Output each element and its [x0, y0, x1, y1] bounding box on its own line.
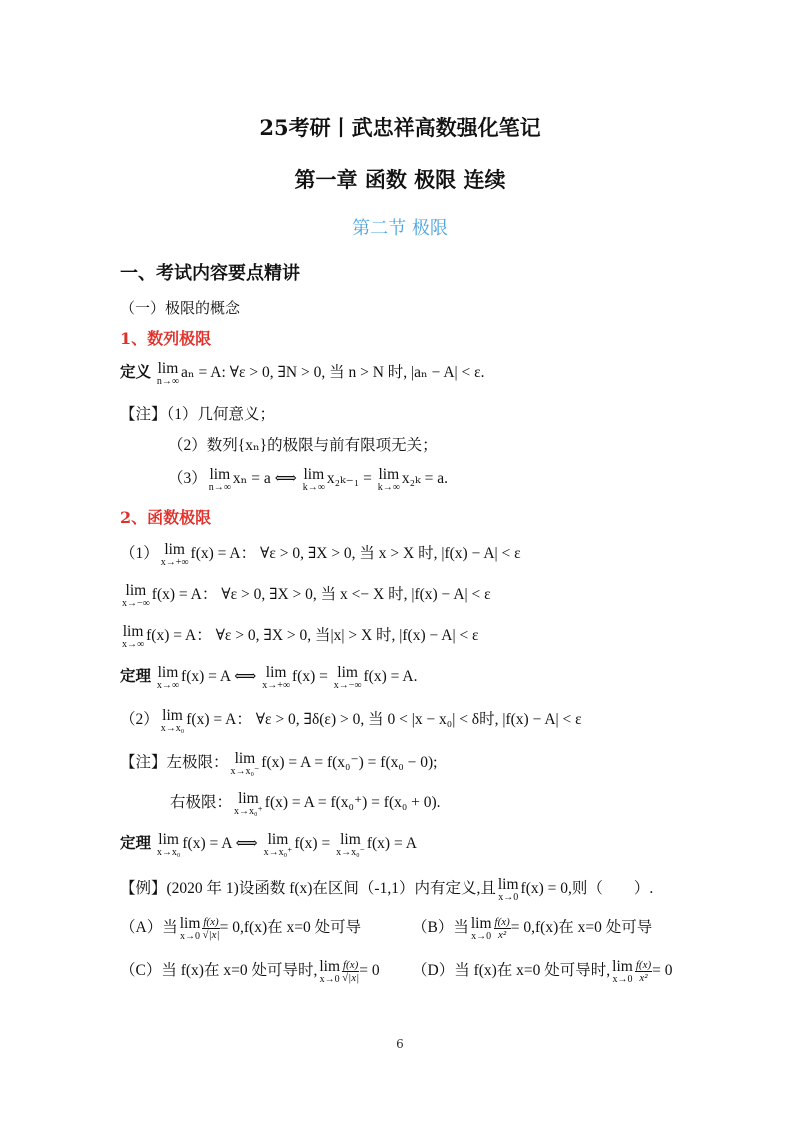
theorem-infinity: [120, 664, 417, 691]
option-text: （B）当: [412, 919, 469, 936]
fraction-denominator: √|x|: [342, 971, 360, 984]
option-d: [412, 958, 672, 985]
limit-operator: [319, 958, 340, 985]
lim-subscript: x→x₀⁺: [263, 847, 293, 858]
lim-text: lim: [164, 541, 185, 558]
option-text: = 0: [359, 962, 380, 979]
lim-text: lim: [158, 831, 179, 848]
limit-operator: [336, 831, 365, 858]
lim-text: lim: [122, 623, 144, 640]
limit-operator: [180, 915, 201, 942]
option-a: [120, 915, 361, 942]
limit-operator: [157, 360, 179, 387]
limit-operator: [122, 582, 150, 609]
lim-text: lim: [470, 915, 492, 932]
option-text: （C）当 f(x)在 x=0 处可导时,: [120, 962, 318, 979]
option-text: = 0: [652, 962, 673, 979]
limit-operator: [209, 466, 231, 493]
note-finite-terms: （2）数列{xₙ}的极限与前有限项无关；: [168, 437, 438, 454]
fraction-denominator: x²: [498, 928, 507, 941]
lim-text: lim: [162, 707, 183, 724]
lim-subscript: x→∞: [122, 639, 145, 650]
lim-subscript: x→x₀⁻: [230, 766, 260, 777]
limit-operator: [378, 466, 400, 493]
limit-operator: [234, 790, 263, 817]
chapter-title: 第一章 函数 极限 连续: [294, 167, 506, 192]
lim-subscript: x→x₀: [156, 847, 181, 858]
lim-subscript: x→0: [180, 931, 201, 942]
lim-subscript: n→∞: [208, 482, 231, 493]
limit-operator: [161, 541, 189, 568]
option-text: = 0,f(x)在 x=0 处可导: [510, 919, 653, 936]
limit-operator: [334, 664, 362, 691]
heading-limit-concept: （一）极限的概念: [120, 299, 241, 317]
limit-operator: [612, 958, 633, 985]
sequence-definition: [120, 360, 485, 387]
lim-text: lim: [319, 958, 340, 975]
limit-operator: [122, 623, 144, 650]
formula-part: f(x) = A.: [363, 668, 418, 685]
lim-text: lim: [238, 790, 259, 807]
limit-operator: [303, 466, 325, 493]
formula-part: f(x) = A： ∀ε > 0, ∃δ(ε) > 0, 当 0 < |x − x₀| < δ时, |f(x) − A| < ε: [186, 711, 582, 728]
note-subsequence-equivalence: [168, 466, 448, 493]
func-limit-infinity: [120, 623, 479, 650]
formula-part: f(x) = A: [366, 835, 417, 852]
formula-part: f(x) = A ⟺: [181, 668, 261, 685]
formula-part: x₂ₖ = a.: [401, 470, 448, 487]
option-c: [120, 958, 380, 985]
func-limit-minus-infinity: [120, 582, 491, 609]
fraction-denominator: √|x|: [202, 928, 220, 941]
lim-subscript: k→∞: [377, 482, 400, 493]
lim-text: lim: [337, 664, 358, 681]
definition-body: aₙ = A: ∀ε > 0, ∃N > 0, 当 n > N 时, |aₙ − A| < ε.: [181, 364, 485, 381]
formula-part: xₙ = a ⟺: [232, 470, 301, 487]
heading-sequence-limit: 1、数列极限: [120, 329, 212, 348]
formula-part: f(x) =: [292, 668, 332, 685]
formula-part: x₂ₖ₋₁ =: [326, 470, 376, 487]
lim-text: lim: [157, 664, 179, 681]
theorem-label: 定理: [120, 668, 152, 685]
formula-part: f(x) = A： ∀ε > 0, ∃X > 0, 当|x| > X 时, |f(x) − A| < ε: [146, 627, 479, 644]
item-number: （1）: [120, 545, 159, 562]
lim-subscript: x→x₀: [160, 723, 185, 734]
formula-part: f(x) = A： ∀ε > 0, ∃X > 0, 当 x <− X 时, |f(x) − A| < ε: [151, 586, 491, 603]
lim-text: lim: [378, 466, 400, 483]
fraction: [635, 959, 652, 984]
lim-subscript: x→x₀⁻: [336, 847, 365, 858]
lim-subscript: n→∞: [156, 376, 180, 387]
lim-subscript: x→0: [319, 974, 340, 985]
limit-operator: [231, 750, 260, 777]
example-text: 【例】(2020 年 1)设函数 f(x)在区间（-1,1）内有定义,且: [120, 880, 496, 897]
note-left-limit: [120, 750, 437, 777]
note-number: （3）: [168, 470, 207, 487]
fraction-numerator: f(x): [203, 915, 219, 928]
fraction: [202, 916, 219, 941]
lim-text: lim: [125, 582, 147, 599]
theorem-label: 定理: [120, 835, 152, 852]
lim-subscript: x→∞: [156, 680, 180, 691]
func-limit-point: [120, 707, 582, 734]
lim-subscript: x→0: [498, 892, 519, 903]
func-limit-plus-infinity: [120, 541, 521, 568]
item-number: （2）: [120, 711, 159, 728]
option-text: （A）当: [120, 919, 178, 936]
heading-function-limit: 2、函数极限: [120, 508, 212, 527]
lim-text: lim: [157, 360, 179, 377]
fraction-numerator: f(x): [635, 958, 652, 971]
formula-part: f(x) = A： ∀ε > 0, ∃X > 0, 当 x > X 时, |f(x) − A| < ε: [190, 545, 521, 562]
option-text: = 0,f(x)在 x=0 处可导: [219, 919, 362, 936]
limit-operator: [157, 831, 181, 858]
fraction-numerator: f(x): [343, 958, 359, 971]
formula-part: f(x) = A = f(x₀⁺) = f(x₀ + 0).: [264, 794, 441, 811]
lim-subscript: x→0: [612, 974, 633, 985]
formula-part: f(x) =: [294, 835, 335, 852]
lim-subscript: x→0: [471, 931, 492, 942]
lim-text: lim: [209, 466, 231, 483]
option-text: （D）当 f(x)在 x=0 处可导时,: [412, 962, 611, 979]
theorem-one-sided: [120, 831, 417, 858]
section-title: 第二节 极限: [352, 218, 448, 239]
lim-subscript: x→−∞: [333, 680, 362, 691]
formula-part: f(x) = A ⟺: [182, 835, 262, 852]
lim-subscript: x→−∞: [122, 598, 150, 609]
lim-text: lim: [303, 466, 325, 483]
limit-operator: [498, 876, 519, 903]
lim-subscript: x→+∞: [160, 557, 189, 568]
lim-subscript: k→∞: [302, 482, 325, 493]
lim-text: lim: [340, 831, 361, 848]
lim-text: lim: [497, 876, 519, 893]
lim-text: lim: [267, 831, 289, 848]
limit-operator: [161, 707, 185, 734]
fraction-denominator: x²: [639, 971, 648, 984]
document-title: 25考研丨武忠祥高数强化笔记: [259, 115, 541, 140]
lim-subscript: x→x₀⁺: [234, 806, 263, 817]
lim-text: lim: [612, 958, 633, 975]
lim-text: lim: [179, 915, 201, 932]
limit-operator: [262, 664, 290, 691]
limit-operator: [471, 915, 492, 942]
lim-subscript: x→+∞: [262, 680, 290, 691]
example-stem: [120, 876, 653, 903]
fraction-numerator: f(x): [494, 915, 510, 928]
note-label: 【注】左极限：: [120, 754, 229, 771]
limit-operator: [157, 664, 179, 691]
lim-text: lim: [265, 664, 287, 681]
example-text: f(x) = 0,则（ ）.: [520, 880, 654, 897]
note-label: 右极限：: [170, 794, 233, 811]
fraction: [494, 916, 511, 941]
page-number: 6: [396, 1037, 404, 1051]
fraction: [342, 959, 359, 984]
formula-part: f(x) = A = f(x₀⁻) = f(x₀ − 0);: [261, 754, 438, 771]
heading-key-points: 一、考试内容要点精讲: [120, 263, 300, 284]
definition-label: 定义: [120, 364, 152, 381]
note-right-limit: [170, 790, 441, 817]
limit-operator: [264, 831, 293, 858]
lim-text: lim: [234, 750, 256, 767]
option-b: [412, 915, 652, 942]
note-geometric-meaning: 【注】（1）几何意义；: [120, 406, 276, 423]
